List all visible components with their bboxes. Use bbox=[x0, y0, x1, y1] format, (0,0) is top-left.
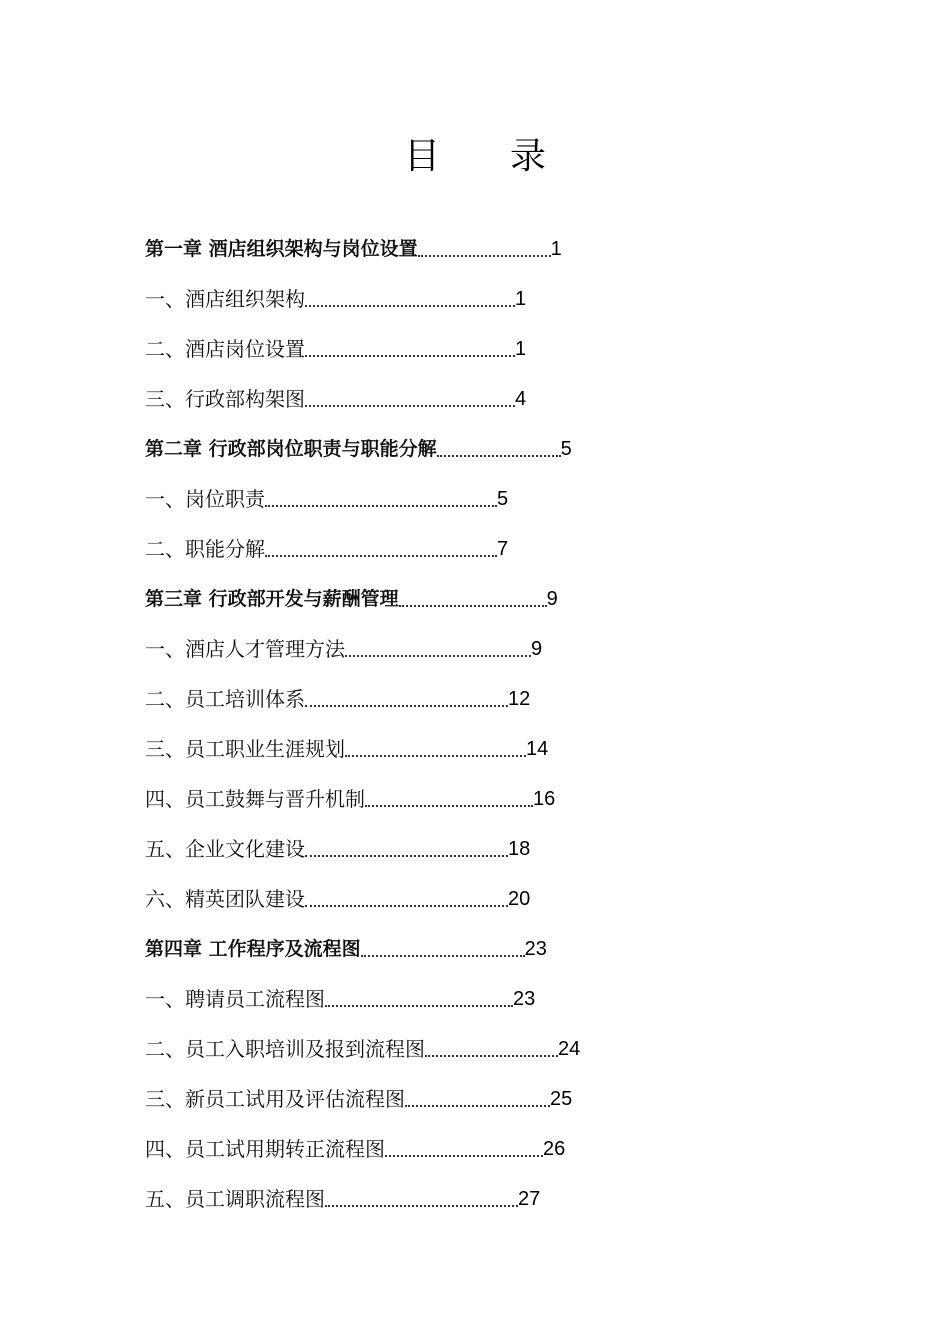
toc-entry-label: 四、员工鼓舞与晋升机制 bbox=[145, 787, 365, 811]
table-of-contents bbox=[145, 232, 580, 1232]
toc-dot-leader bbox=[345, 723, 526, 757]
title-char-2: 录 bbox=[510, 136, 547, 177]
toc-entry-label: 二、职能分解 bbox=[145, 537, 265, 561]
toc-dot-leader bbox=[405, 1073, 550, 1107]
toc-dot-leader bbox=[305, 823, 508, 857]
toc-entry-label: 三、员工职业生涯规划 bbox=[145, 737, 345, 761]
toc-entry-label: 第四章 工作程序及流程图 bbox=[145, 938, 361, 960]
toc-page-number: 4 bbox=[515, 388, 527, 410]
toc-page-number: 18 bbox=[508, 838, 531, 860]
toc-page-number: 1 bbox=[515, 338, 527, 360]
toc-entry-label: 第一章 酒店组织架构与岗位设置 bbox=[145, 238, 418, 260]
toc-entry-label: 一、酒店人才管理方法 bbox=[145, 637, 345, 661]
toc-page-number: 1 bbox=[515, 288, 527, 310]
toc-page-number: 9 bbox=[546, 588, 558, 610]
toc-dot-leader bbox=[385, 1123, 543, 1157]
toc-dot-leader bbox=[305, 323, 515, 357]
toc-page-number: 1 bbox=[550, 238, 562, 260]
toc-page-number: 24 bbox=[558, 1038, 581, 1060]
toc-page-number: 14 bbox=[526, 738, 549, 760]
toc-entry-label: 第二章 行政部岗位职责与职能分解 bbox=[145, 438, 437, 460]
toc-entry-label: 一、酒店组织架构 bbox=[145, 287, 305, 311]
toc-dot-leader bbox=[305, 673, 508, 707]
toc-page-number: 23 bbox=[524, 938, 547, 960]
toc-entry-label: 一、聘请员工流程图 bbox=[145, 987, 325, 1011]
toc-entry-label: 五、员工调职流程图 bbox=[145, 1187, 325, 1211]
toc-dot-leader bbox=[325, 973, 513, 1007]
toc-entry-label: 三、新员工试用及评估流程图 bbox=[145, 1087, 405, 1111]
toc-dot-leader bbox=[325, 1173, 518, 1207]
toc-entry-label: 二、酒店岗位设置 bbox=[145, 337, 305, 361]
toc-page-number: 7 bbox=[497, 538, 509, 560]
toc-page-number: 26 bbox=[543, 1138, 566, 1160]
toc-page-number: 16 bbox=[533, 788, 556, 810]
toc-section-entry[interactable] bbox=[145, 1182, 580, 1232]
toc-entry-label: 六、精英团队建设 bbox=[145, 887, 305, 911]
toc-dot-leader bbox=[365, 773, 533, 807]
toc-page-number: 5 bbox=[560, 438, 572, 460]
toc-page-number: 23 bbox=[513, 988, 536, 1010]
toc-entry-label: 三、行政部构架图 bbox=[145, 387, 305, 411]
toc-dot-leader bbox=[265, 473, 497, 507]
toc-dot-leader bbox=[361, 923, 525, 957]
toc-dot-leader bbox=[437, 423, 561, 457]
toc-dot-leader bbox=[399, 573, 547, 607]
toc-entry-label: 二、员工入职培训及报到流程图 bbox=[145, 1037, 425, 1061]
toc-page-number: 9 bbox=[531, 638, 543, 660]
toc-page-number: 27 bbox=[518, 1188, 541, 1210]
toc-entry-label: 五、企业文化建设 bbox=[145, 837, 305, 861]
toc-dot-leader bbox=[425, 1023, 558, 1057]
toc-dot-leader bbox=[305, 273, 515, 307]
toc-page-number: 25 bbox=[550, 1088, 573, 1110]
toc-page-number: 5 bbox=[497, 488, 509, 510]
toc-entry-label: 一、岗位职责 bbox=[145, 487, 265, 511]
toc-dot-leader bbox=[305, 373, 515, 407]
title-char-1: 目 bbox=[403, 136, 440, 177]
toc-entry-label: 第三章 行政部开发与薪酬管理 bbox=[145, 588, 399, 610]
toc-dot-leader bbox=[265, 523, 497, 557]
toc-entry-label: 二、员工培训体系 bbox=[145, 687, 305, 711]
toc-dot-leader bbox=[345, 623, 531, 657]
toc-dot-leader bbox=[305, 873, 508, 907]
toc-page-number: 20 bbox=[508, 888, 531, 910]
page-title bbox=[0, 128, 950, 179]
toc-page-number: 12 bbox=[508, 688, 531, 710]
toc-dot-leader bbox=[418, 223, 551, 257]
toc-entry-label: 四、员工试用期转正流程图 bbox=[145, 1137, 385, 1161]
